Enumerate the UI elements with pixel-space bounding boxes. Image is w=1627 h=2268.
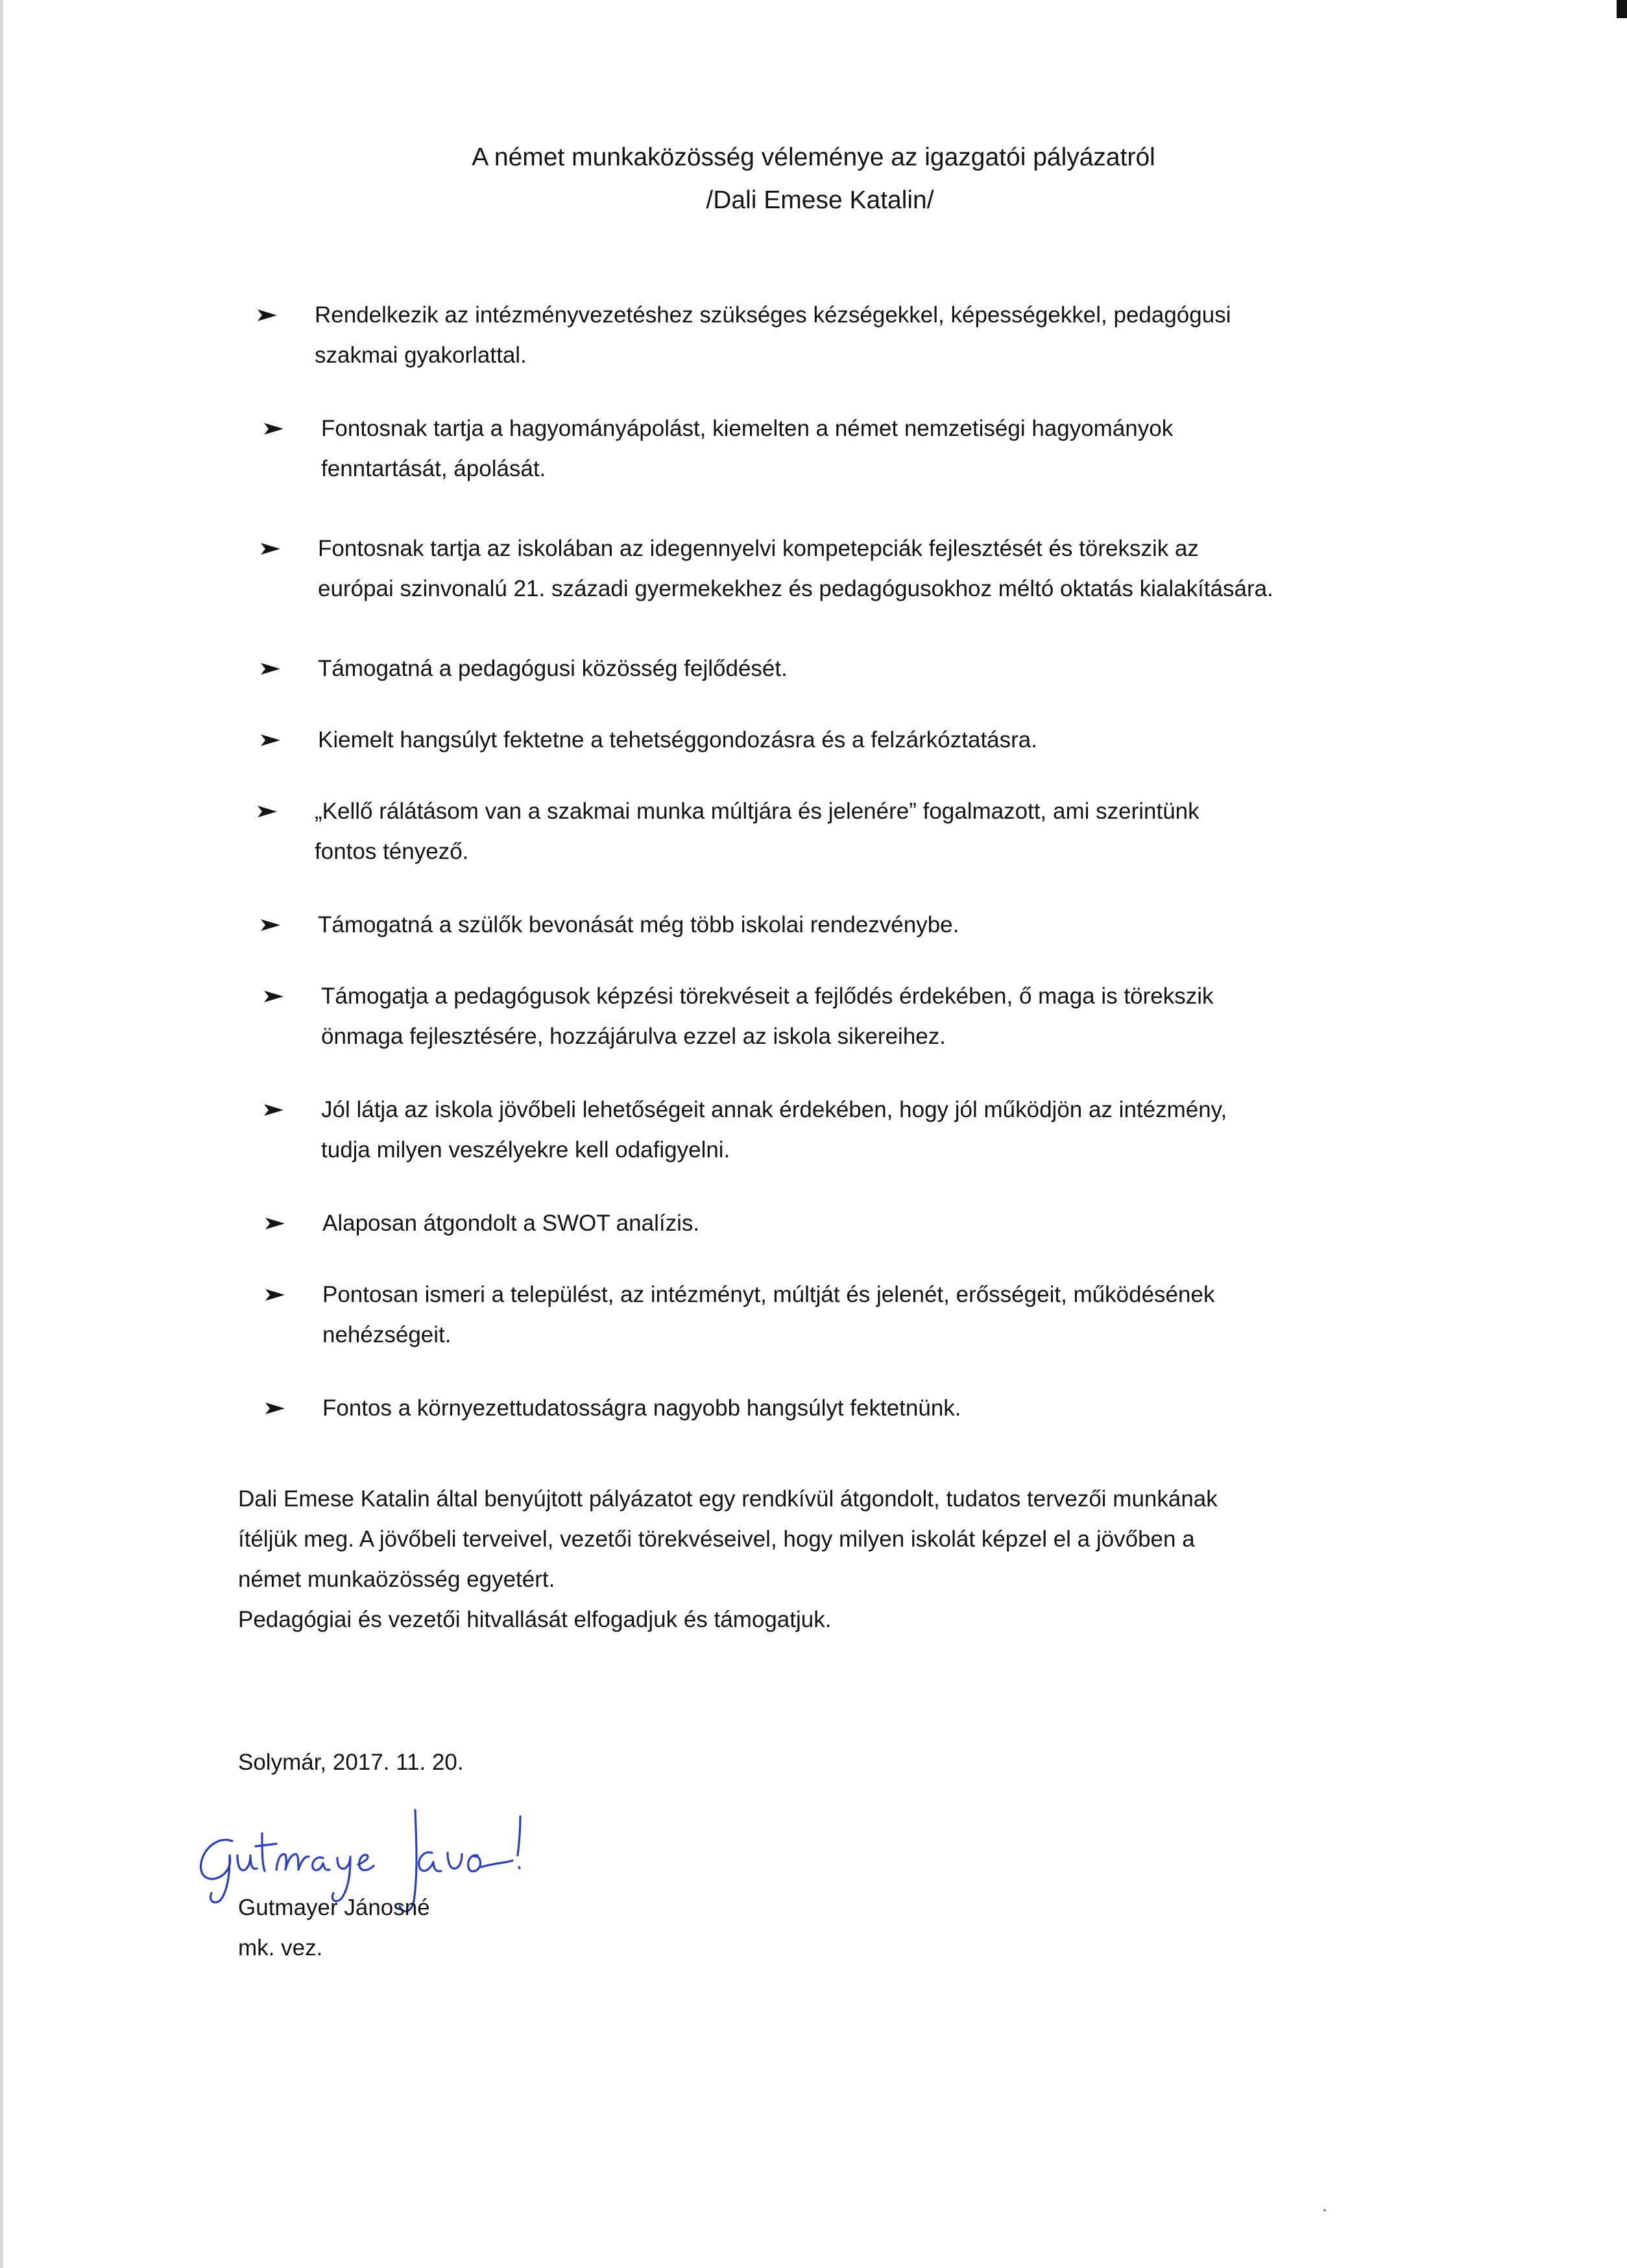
closing-line: ítéljük meg. A jövőbeli terveivel, vezetői törekvéseivel, hogy milyen iskolát képzel el a jövőben a — [238, 1526, 1195, 1552]
arrowhead-bullet-icon — [259, 918, 282, 932]
bullet-line: Pontosan ismeri a települést, az intézményt, múltját és jelenét, erősségeit, működésének — [322, 1282, 1215, 1307]
bullet-line: Támogatná a szülők bevonását még több iskolai rendezvénybe. — [318, 912, 959, 937]
arrowhead-bullet-icon — [259, 662, 282, 676]
bullet-line: Támogatja a pedagógusok képzési törekvéseit a fejlődés érdekében, ő maga is törekszik — [321, 983, 1214, 1009]
bullet-text — [322, 1388, 1406, 1429]
bullet-text — [321, 1090, 1404, 1170]
arrowhead-bullet-icon — [263, 1103, 285, 1117]
bullet-line: tudja milyen veszélyekre kell odafigyelni. — [321, 1137, 730, 1163]
scan-edge-shadow — [0, 0, 3, 2268]
arrowhead-bullet-icon — [264, 1401, 286, 1416]
scan-corner-mark — [1617, 0, 1627, 18]
arrowhead-bullet-icon — [259, 733, 282, 747]
arrowhead-bullet-icon — [256, 308, 278, 322]
bullet-line: Támogatná a pedagógusi közösség fejlődését. — [318, 656, 788, 681]
bullet-line: Fontosnak tartja az iskolában az idegennyelvi kompetepciák fejlesztését és törekszik az — [318, 536, 1199, 561]
bullet-text — [318, 905, 1401, 945]
arrowhead-bullet-icon — [263, 422, 285, 436]
bullet-line: Jól látja az iskola jövőbeli lehetőségeit annak érdekében, hogy jól működjön az intézmény, — [321, 1097, 1227, 1122]
title-line-1: A német munkaközösség véleménye az igazgatói pályázatról — [472, 143, 1155, 171]
closing-paragraph — [238, 1479, 1406, 1640]
arrowhead-bullet-icon — [259, 542, 282, 556]
bullet-text — [315, 791, 1398, 872]
arrowhead-bullet-icon — [256, 804, 278, 819]
bullet-text — [318, 529, 1401, 609]
scan-speck — [1323, 2209, 1326, 2212]
bullet-line: szakmai gyakorlattal. — [315, 343, 527, 368]
bullet-line: európai szinvonalú 21. századi gyermekekhez és pedagógusokhoz méltó oktatás kialakítására. — [318, 576, 1273, 601]
bullet-text — [315, 295, 1398, 376]
bullet-line: Fontosnak tartja a hagyományápolást, kiemelten a német nemzetiségi hagyományok — [321, 416, 1174, 441]
bullet-line: Alaposan átgondolt a SWOT analízis. — [322, 1211, 700, 1236]
signer-block — [238, 1888, 430, 1968]
bullet-line: Fontos a környezettudatosságra nagyobb hangsúlyt fektetnünk. — [322, 1395, 961, 1421]
bullet-line: Kiemelt hangsúlyt fektetne a tehetséggondozásra és a felzárkóztatásra. — [318, 727, 1037, 753]
bullet-text — [321, 409, 1404, 489]
place-date: Solymár, 2017. 11. 20. — [238, 1750, 464, 1775]
arrowhead-bullet-icon — [264, 1288, 286, 1302]
closing-line: Pedagógiai és vezetői hitvallását elfogadjuk és támogatjuk. — [238, 1607, 832, 1632]
bullet-text — [321, 976, 1404, 1057]
bullet-line: nehézségeit. — [322, 1322, 452, 1347]
signer-name: Gutmayer Jánosné — [238, 1895, 430, 1920]
bullet-line: „Kellő rálátásom van a szakmai munka múltjára és jelenére” fogalmazott, ami szerintünk — [315, 799, 1199, 824]
bullet-line: Rendelkezik az intézményvezetéshez szükséges kézségekkel, képességekkel, pedagógusi — [315, 302, 1231, 328]
bullet-line: önmaga fejlesztésére, hozzájárulva ezzel az iskola sikereihez. — [321, 1024, 946, 1049]
signer-role: mk. vez. — [238, 1935, 323, 1960]
closing-line: Dali Emese Katalin által benyújtott pályázatot egy rendkívül átgondolt, tudatos tervezői munkának — [238, 1486, 1218, 1512]
title-line-2: /Dali Emese Katalin/ — [706, 186, 934, 214]
bullet-text — [318, 649, 1401, 689]
arrowhead-bullet-icon — [264, 1216, 286, 1231]
bullet-text — [322, 1203, 1406, 1244]
document-title — [0, 136, 1627, 222]
bullet-text — [322, 1275, 1406, 1355]
arrowhead-bullet-icon — [263, 989, 285, 1004]
closing-line: német munkaözösség egyetért. — [238, 1567, 555, 1592]
bullet-line: fenntartását, ápolását. — [321, 456, 546, 481]
bullet-line: fontos tényező. — [315, 839, 469, 864]
bullet-text — [318, 720, 1401, 760]
